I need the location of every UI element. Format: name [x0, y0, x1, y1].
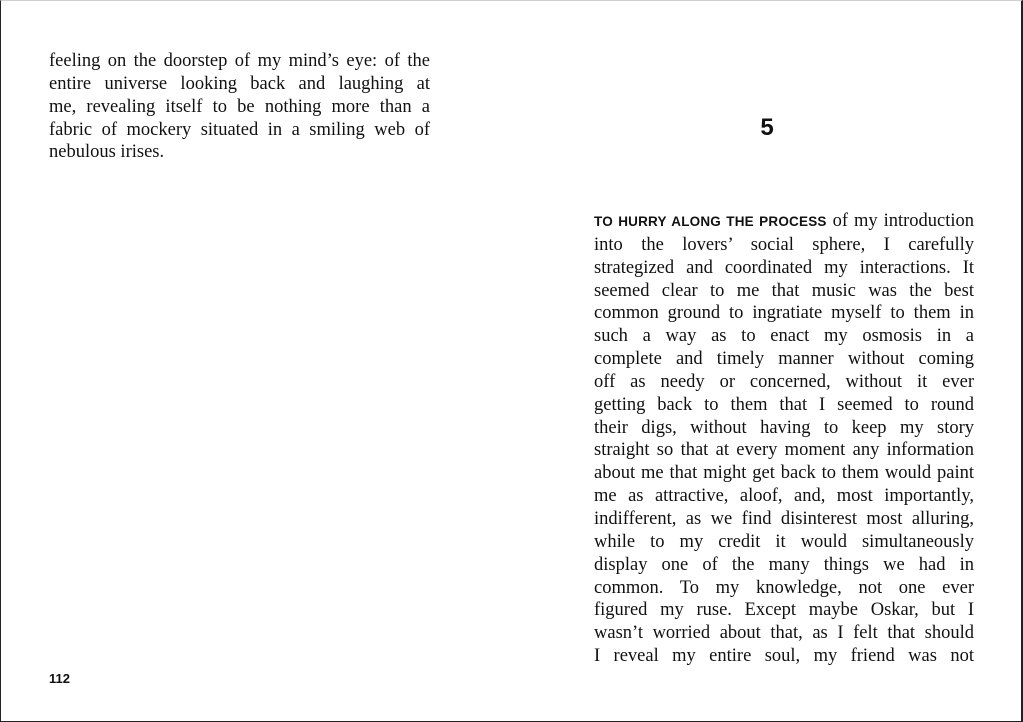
text-line: wasn’t worried about that, as I felt that should: [594, 623, 974, 644]
text-line: nebulous irises.: [49, 142, 165, 163]
opening-small-caps: TO HURRY ALONG THE PROCESS: [594, 214, 827, 229]
text-line: feeling on the doorstep of my mind’s eye: of the: [49, 51, 430, 71]
text-line: fabric of mockery situated in a smiling web of: [49, 119, 430, 140]
left-page: [1, 1, 512, 722]
text-line: off as needy or concerned, without it ever: [594, 371, 974, 392]
page-number: 112: [49, 671, 70, 686]
left-page-paragraph: [49, 50, 430, 164]
text-line: straight so that at every moment any information: [594, 440, 974, 461]
text-line: into the lovers’ social sphere, I carefully: [594, 234, 974, 255]
text-line: seemed clear to me that music was the best: [594, 280, 974, 301]
text-line: complete and timely manner without coming: [594, 349, 974, 370]
text-line: entire universe looking back and laughing at: [49, 73, 430, 94]
text-line: indifferent, as we find disinterest most alluring,: [594, 508, 974, 529]
text-line: display one of the many things we had in: [594, 554, 974, 575]
text-line: such a way as to enact my osmosis in a: [594, 326, 974, 347]
text-line: about me that might get back to them would paint: [594, 463, 974, 484]
text-line: their digs, without having to keep my story: [594, 417, 974, 438]
opening-line-rest: of my introduction: [826, 211, 974, 231]
text-line: I reveal my entire soul, my friend was not: [594, 646, 974, 667]
chapter-number: 5: [760, 114, 774, 141]
text-line-opening: [594, 210, 974, 234]
text-line: getting back to them that I seemed to round: [594, 394, 974, 415]
text-line: common ground to ingratiate myself to them in: [594, 303, 974, 324]
text-line: me, revealing itself to be nothing more than a: [49, 96, 430, 117]
text-line: while to my credit it would simultaneously: [594, 531, 974, 552]
right-page-paragraph: [594, 210, 974, 668]
text-line: common. To my knowledge, not one ever: [594, 577, 974, 598]
right-page: [513, 1, 1021, 722]
text-line: me as attractive, aloof, and, most importantly,: [594, 486, 974, 507]
text-line: figured my ruse. Except maybe Oskar, but I: [594, 600, 974, 621]
text-line: strategized and coordinated my interactions. It: [594, 257, 974, 278]
